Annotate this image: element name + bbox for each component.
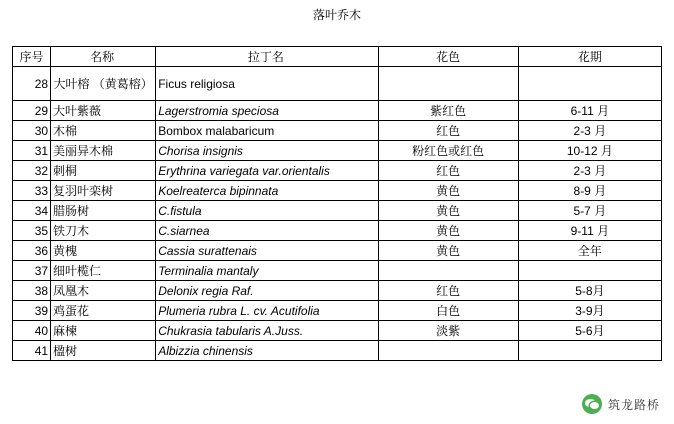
table-row <box>13 281 662 301</box>
table-row <box>13 141 662 161</box>
cell-color: 黄色 <box>378 241 518 261</box>
table-body <box>13 67 662 361</box>
cell-color <box>378 67 518 101</box>
table-row <box>13 241 662 261</box>
table-row <box>13 67 662 101</box>
table-row <box>13 121 662 141</box>
cell-period: 10-12 月 <box>518 141 661 161</box>
header-cell-no: 序号 <box>13 47 51 67</box>
cell-latin: Koelreaterca bipinnata <box>156 181 378 201</box>
cell-name: 凤凰木 <box>51 281 156 301</box>
cell-no: 29 <box>13 101 51 121</box>
cell-name: 麻楝 <box>51 321 156 341</box>
cell-color: 粉红色或红色 <box>378 141 518 161</box>
cell-name: 楹树 <box>51 341 156 361</box>
cell-no: 31 <box>13 141 51 161</box>
page-title: 落叶乔木 <box>312 8 361 22</box>
cell-name: 木棉 <box>51 121 156 141</box>
brand-watermark <box>582 394 660 414</box>
cell-period: 2-3 月 <box>518 161 661 181</box>
cell-period <box>518 67 661 101</box>
cell-name: 美丽异木棉 <box>51 141 156 161</box>
cell-color: 白色 <box>378 301 518 321</box>
cell-period <box>518 261 661 281</box>
cell-no: 41 <box>13 341 51 361</box>
header-cell-latin: 拉丁名 <box>156 47 378 67</box>
cell-name: 刺桐 <box>51 161 156 181</box>
cell-latin: Albizzia chinensis <box>156 341 378 361</box>
cell-no: 34 <box>13 201 51 221</box>
cell-name: 大叶紫薇 <box>51 101 156 121</box>
cell-color: 红色 <box>378 121 518 141</box>
table-header <box>13 47 662 67</box>
cell-name: 腊肠树 <box>51 201 156 221</box>
cell-color: 黄色 <box>378 201 518 221</box>
cell-period: 全年 <box>518 241 661 261</box>
cell-period: 6-11 月 <box>518 101 661 121</box>
cell-period: 5-8月 <box>518 281 661 301</box>
cell-name: 大叶榕 （黄葛榕） <box>51 67 156 101</box>
table-row <box>13 261 662 281</box>
cell-latin: C.siarnea <box>156 221 378 241</box>
table-row <box>13 321 662 341</box>
cell-no: 40 <box>13 321 51 341</box>
table-row <box>13 201 662 221</box>
table-row <box>13 301 662 321</box>
cell-no: 32 <box>13 161 51 181</box>
cell-no: 30 <box>13 121 51 141</box>
cell-color <box>378 341 518 361</box>
cell-name: 黄槐 <box>51 241 156 261</box>
wechat-icon <box>582 394 602 414</box>
cell-no: 36 <box>13 241 51 261</box>
cell-period: 2-3 月 <box>518 121 661 141</box>
cell-latin: Ficus religiosa <box>156 67 378 101</box>
table-row <box>13 341 662 361</box>
cell-period: 8-9 月 <box>518 181 661 201</box>
cell-latin: Terminalia mantaly <box>156 261 378 281</box>
brand-name: 筑龙路桥 <box>607 397 660 412</box>
table-row <box>13 101 662 121</box>
cell-no: 39 <box>13 301 51 321</box>
cell-no: 37 <box>13 261 51 281</box>
cell-latin: Delonix regia Raf. <box>156 281 378 301</box>
cell-no: 33 <box>13 181 51 201</box>
cell-latin: Plumeria rubra L. cv. Acutifolia <box>156 301 378 321</box>
cell-color: 红色 <box>378 281 518 301</box>
cell-period: 9-11 月 <box>518 221 661 241</box>
cell-name: 铁刀木 <box>51 221 156 241</box>
cell-name: 细叶榄仁 <box>51 261 156 281</box>
species-table <box>12 46 662 361</box>
cell-period <box>518 341 661 361</box>
cell-latin: Erythrina variegata var.orientalis <box>156 161 378 181</box>
cell-latin: Cassia surattenais <box>156 241 378 261</box>
cell-period: 5-7 月 <box>518 201 661 221</box>
cell-color: 紫红色 <box>378 101 518 121</box>
cell-latin: Chorisa insignis <box>156 141 378 161</box>
cell-latin: Lagerstromia speciosa <box>156 101 378 121</box>
cell-no: 28 <box>13 67 51 101</box>
header-cell-period: 花期 <box>518 47 661 67</box>
cell-no: 38 <box>13 281 51 301</box>
cell-latin: Chukrasia tabularis A.Juss. <box>156 321 378 341</box>
cell-period: 5-6月 <box>518 321 661 341</box>
cell-name: 复羽叶栾树 <box>51 181 156 201</box>
cell-no: 35 <box>13 221 51 241</box>
cell-latin: Bombox malabaricum <box>156 121 378 141</box>
table-header-row <box>13 47 662 67</box>
cell-period: 3-9月 <box>518 301 661 321</box>
header-cell-color: 花色 <box>378 47 518 67</box>
cell-name: 鸡蛋花 <box>51 301 156 321</box>
table-row <box>13 161 662 181</box>
cell-color: 黄色 <box>378 221 518 241</box>
cell-color <box>378 261 518 281</box>
cell-color: 黄色 <box>378 181 518 201</box>
table-row <box>13 221 662 241</box>
table-row <box>13 181 662 201</box>
cell-color: 淡紫 <box>378 321 518 341</box>
cell-color: 红色 <box>378 161 518 181</box>
species-table-container <box>12 46 662 361</box>
header-cell-name: 名称 <box>51 47 156 67</box>
cell-latin: C.fistula <box>156 201 378 221</box>
